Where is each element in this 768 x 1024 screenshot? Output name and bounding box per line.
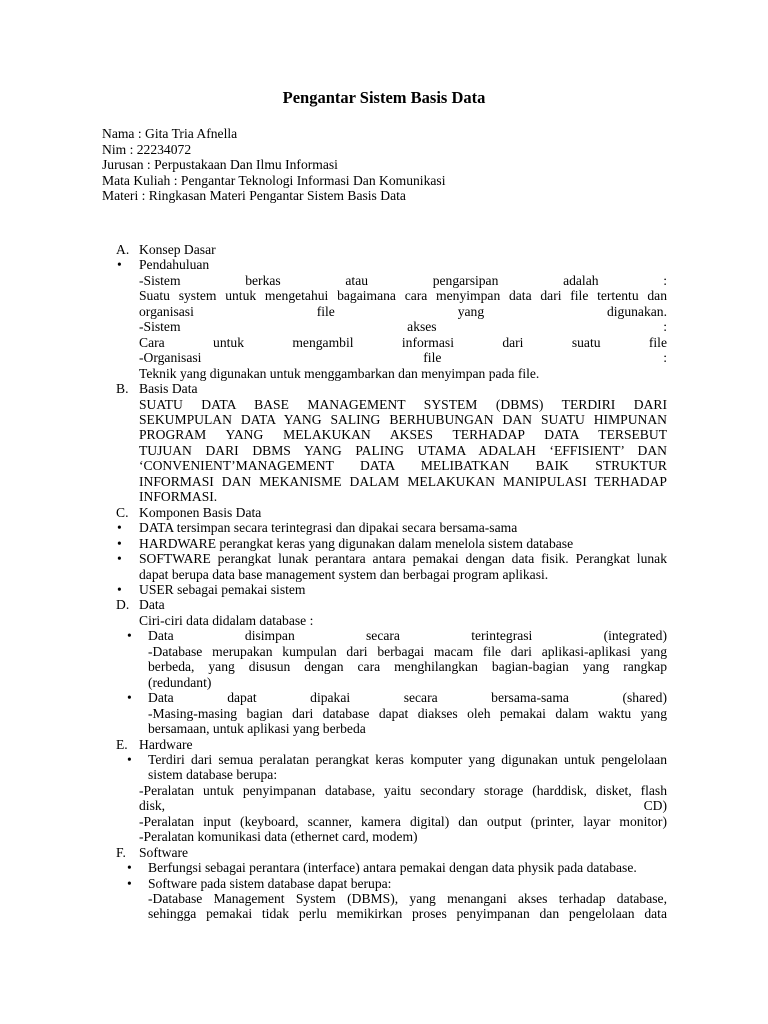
paragraph-line: -Peralatan untuk penyimpanan database, yaitu secondary storage (harddisk, disket, flash — [139, 782, 667, 798]
list-item — [0, 628, 768, 690]
list-item-text: -Database merupakan kumpulan dari berbagai macam file dari aplikasi-aplikasi yang — [148, 643, 667, 659]
bullet-icon: • — [117, 520, 122, 536]
bullet-icon: • — [117, 551, 122, 567]
bullet-icon: • — [117, 581, 122, 597]
list-item — [0, 520, 768, 535]
list-item-text: dapat berupa data base management system dan berbagai program aplikasi. — [139, 566, 549, 582]
bullet-icon: • — [127, 628, 132, 644]
paragraph-line: ‘CONVENIENT’MANAGEMENT DATA MELIBATKAN BAIK STRUKTUR — [139, 458, 667, 474]
meta-mata-kuliah: Mata Kuliah : Pengantar Teknologi Informasi Dan Komunikasi — [102, 172, 446, 188]
list-item-text: Data dapat dipakai secara bersama-sama (shared) — [148, 690, 667, 706]
list-item — [0, 582, 768, 597]
paragraph-line: -Sistem berkas atau pengarsipan adalah : — [139, 272, 667, 288]
section-c — [0, 505, 768, 520]
paragraph-line: SEKUMPULAN DATA YANG SALING BERHUBUNGAN DAN SUATU HIMPUNAN — [139, 411, 667, 427]
meta-nama: Nama : Gita Tria Afnella — [102, 126, 238, 141]
list-item-text: -Masing-masing bagian dari database dapat diakses oleh pemakai dalam waktu yang — [148, 705, 667, 721]
list-item-text: HARDWARE perangkat keras yang digunakan dalam menelola sistem database — [139, 535, 574, 551]
meta-jurusan: Jurusan : Perpustakaan Dan Ilmu Informasi — [102, 157, 338, 172]
list-item-text: berbeda, yang disusun dengan cara menghilangkan bagian-bagian yang rangkap — [148, 659, 667, 675]
section-a-heading: Konsep Dasar — [139, 242, 216, 257]
list-item-text: sehingga pemakai tidak perlu memikirkan proses penyimpanan dan pengelolaan data — [148, 906, 667, 922]
document-body — [0, 242, 768, 922]
list-item — [0, 536, 768, 551]
list-item-text: Software pada sistem database dapat berupa: — [148, 875, 392, 891]
bullet-icon: • — [117, 257, 122, 273]
list-marker-e: E. — [116, 736, 128, 752]
paragraph-line: Teknik yang digunakan untuk menggambarkan dan menyimpan pada file. — [139, 365, 540, 381]
list-item-text: sistem database berupa: — [148, 767, 278, 783]
section-d-heading: Data — [139, 597, 165, 613]
list-item — [0, 257, 768, 381]
bullet-icon: • — [127, 690, 132, 706]
bullet-icon: • — [117, 535, 122, 551]
meta-materi: Materi : Ringkasan Materi Pengantar Sistem Basis Data — [102, 188, 406, 203]
list-item-text: SOFTWARE perangkat lunak perantara antara pemakai dengan data fisik. Perangkat lunak — [139, 551, 667, 567]
list-marker-a: A. — [116, 242, 130, 257]
list-item-text: (redundant) — [148, 674, 212, 690]
section-e — [0, 737, 768, 752]
section-f-heading: Software — [139, 844, 189, 860]
list-marker-f: F. — [116, 844, 126, 860]
section-b — [0, 381, 768, 505]
paragraph-line: disk, CD) — [139, 798, 667, 814]
list-item-text: Data disimpan secara terintegrasi (integrated) — [148, 628, 667, 644]
paragraph-line: Ciri-ciri data didalam database : — [139, 612, 314, 628]
paragraph-line: -Organisasi file : — [139, 350, 667, 366]
list-item-text: Terdiri dari semua peralatan perangkat keras komputer yang digunakan untuk pengelolaan — [148, 751, 667, 767]
paragraph-line: -Peralatan input (keyboard, scanner, kamera digital) dan output (printer, layar monitor) — [139, 813, 667, 829]
list-marker-d: D. — [116, 597, 130, 613]
paragraph-line: SUATU DATA BASE MANAGEMENT SYSTEM (DBMS) TERDIRI DARI — [139, 396, 667, 412]
list-item-text: -Database Management System (DBMS), yang menangani akses terhadap database, — [148, 891, 667, 907]
list-item — [0, 860, 768, 875]
section-a — [0, 242, 768, 257]
list-marker-b: B. — [116, 381, 129, 397]
paragraph-line: TUJUAN DARI DBMS YANG PALING UTAMA ADALAH ‘EFFISIENT’ DAN — [139, 442, 667, 458]
paragraph-line: -Sistem akses : — [139, 319, 667, 335]
bullet-icon: • — [127, 875, 132, 891]
pendahuluan-label: Pendahuluan — [139, 257, 210, 273]
paragraph-line: Cara untuk mengambil informasi dari suatu file — [139, 334, 667, 350]
bullet-icon: • — [127, 860, 132, 876]
section-f — [0, 845, 768, 860]
paragraph-line: INFORMASI. — [139, 489, 218, 505]
section-c-heading: Komponen Basis Data — [139, 504, 262, 520]
list-item-text: bersamaan, untuk aplikasi yang berbeda — [148, 721, 366, 737]
paragraph-line: PROGRAM YANG MELAKUKAN AKSES TERHADAP DATA TERSEBUT — [139, 427, 667, 443]
hardware-list — [0, 783, 768, 845]
list-item-text: Berfungsi sebagai perantara (interface) antara pemakai dengan data physik pada database. — [148, 860, 637, 876]
list-item-text: DATA tersimpan secara terintegrasi dan dipakai secara bersama-sama — [139, 520, 518, 536]
list-item — [0, 690, 768, 736]
meta-nim: Nim : 22234072 — [102, 141, 192, 157]
paragraph-line: INFORMASI DAN MEKANISME DALAM MELAKUKAN MANIPULASI TERHADAP — [139, 473, 667, 489]
bullet-icon: • — [127, 751, 132, 767]
list-item — [0, 551, 768, 582]
paragraph-line: Suatu system untuk mengetahui bagaimana cara menyimpan data dari file tertentu dan — [139, 288, 667, 304]
list-item-text: USER sebagai pemakai sistem — [139, 581, 306, 597]
list-item — [0, 752, 768, 783]
paragraph-line: organisasi file yang digunakan. — [139, 303, 667, 319]
paragraph-line: -Peralatan komunikasi data (ethernet card, modem) — [139, 829, 418, 845]
list-item — [0, 876, 768, 922]
section-d — [0, 597, 768, 628]
list-marker-c: C. — [116, 504, 129, 520]
author-info — [102, 126, 702, 204]
section-e-heading: Hardware — [139, 736, 193, 752]
document-title: Pengantar Sistem Basis Data — [282, 88, 486, 107]
section-b-heading: Basis Data — [139, 381, 198, 397]
